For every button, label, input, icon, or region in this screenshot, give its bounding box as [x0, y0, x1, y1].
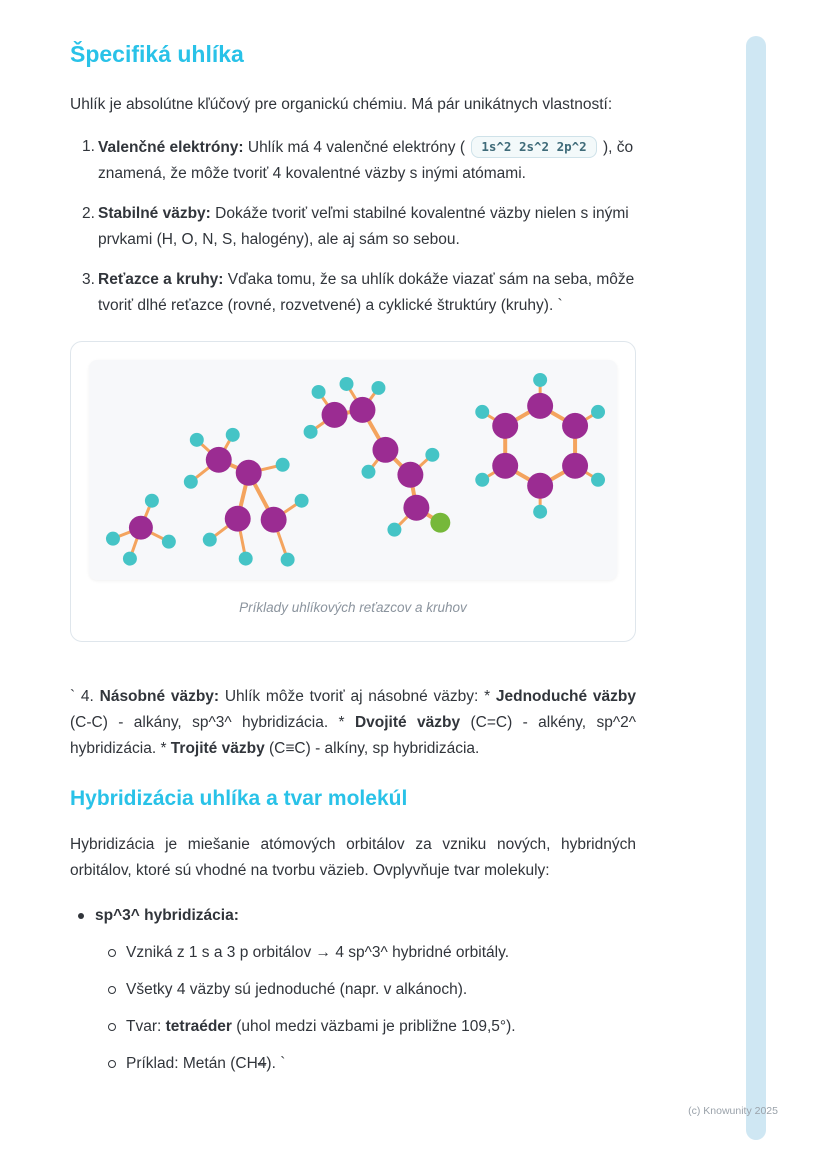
list-item [108, 978, 636, 1002]
molecule-panel [89, 360, 617, 580]
intro-paragraph: Uhlík je absolútne kľúčový pre organickú chémiu. Má pár unikátnych vlastností: [70, 96, 613, 113]
bullet-list [70, 904, 636, 1076]
section-heading-hybridization: Hybridizácia uhlíka a tvar molekúl [70, 786, 408, 810]
list-item [78, 904, 636, 928]
list-item-text: Vzniká z 1 s a 3 p orbitálov → 4 sp^3^ hybridné orbitály. [126, 943, 510, 961]
list-item-text: Stabilné väzby: Dokáže tvoriť veľmi stabilné kovalentné väzby nielen s inými prvkami (H, O, N, S, halogény), ale aj sám so sebou. [98, 205, 629, 248]
list-item [82, 267, 636, 319]
paragraph-multiple-bonds: ` 4. Násobné väzby: Uhlík môže tvoriť aj násobné väzby: * Jednoduché väzby (C-C) - alkány, sp^3^ hybridizácia. * Dvojité väzby (C=C) - alkény, sp^2^ hybridizácia. * Trojité väzby (C≡C) - alkíny, sp hybridizácia. [70, 687, 637, 757]
list-item-text: Tvar: tetraéder (uhol medzi väzbami je približne 109,5°). [126, 1017, 516, 1035]
sub-bullet-icon [108, 949, 116, 957]
list-item [108, 1052, 636, 1076]
document-content [70, 40, 636, 1089]
list-item [82, 134, 636, 187]
sub-bullet-icon [108, 986, 116, 994]
list-marker: 3. [82, 271, 95, 288]
scrollbar[interactable] [746, 36, 766, 1140]
numbered-list [70, 134, 636, 319]
bullet-icon [78, 913, 84, 919]
list-item-text: Valenčné elektróny: Uhlík má 4 valenčné elektróny ( 1s^2 2s^2 2p^2 ), čo znamená, že môže tvoriť 4 kovalentné väzby s inými atómami. [98, 134, 636, 187]
list-marker: 1. [82, 138, 95, 155]
list-item-text: Reťazce a kruhy: Vďaka tomu, že sa uhlík dokáže viazať sám na seba, môže tvoriť dlhé reťazce (rovné, rozvetvené) a cyklické štruktúry (kruhy). ` [98, 271, 635, 314]
list-marker: 2. [82, 205, 95, 222]
figure-card [70, 341, 636, 642]
list-item-text: sp^3^ hybridizácia: [95, 906, 239, 924]
list-item-text: Príklad: Metán (CH4). ` [126, 1054, 286, 1072]
figure-caption: Príklady uhlíkových reťazcov a kruhov [239, 599, 467, 615]
footer-credit: (c) Knowunity 2025 [688, 1105, 778, 1117]
paragraph-hybridization: Hybridizácia je miešanie atómových orbitálov za vzniku nových, hybridných orbitálov, ktoré sú vhodné na tvorbu väzieb. Ovplyvňuje tvar molekuly: [70, 835, 636, 879]
list-item-text: Všetky 4 väzby sú jednoduché (napr. v alkánoch). [126, 980, 468, 998]
list-item [108, 1015, 636, 1039]
molecule-illustration [89, 360, 617, 580]
list-item [108, 941, 636, 965]
list-item [82, 201, 636, 253]
sub-bullet-icon [108, 1060, 116, 1068]
page-title: Špecifiká uhlíka [70, 41, 244, 67]
sub-bullet-icon [108, 1023, 116, 1031]
